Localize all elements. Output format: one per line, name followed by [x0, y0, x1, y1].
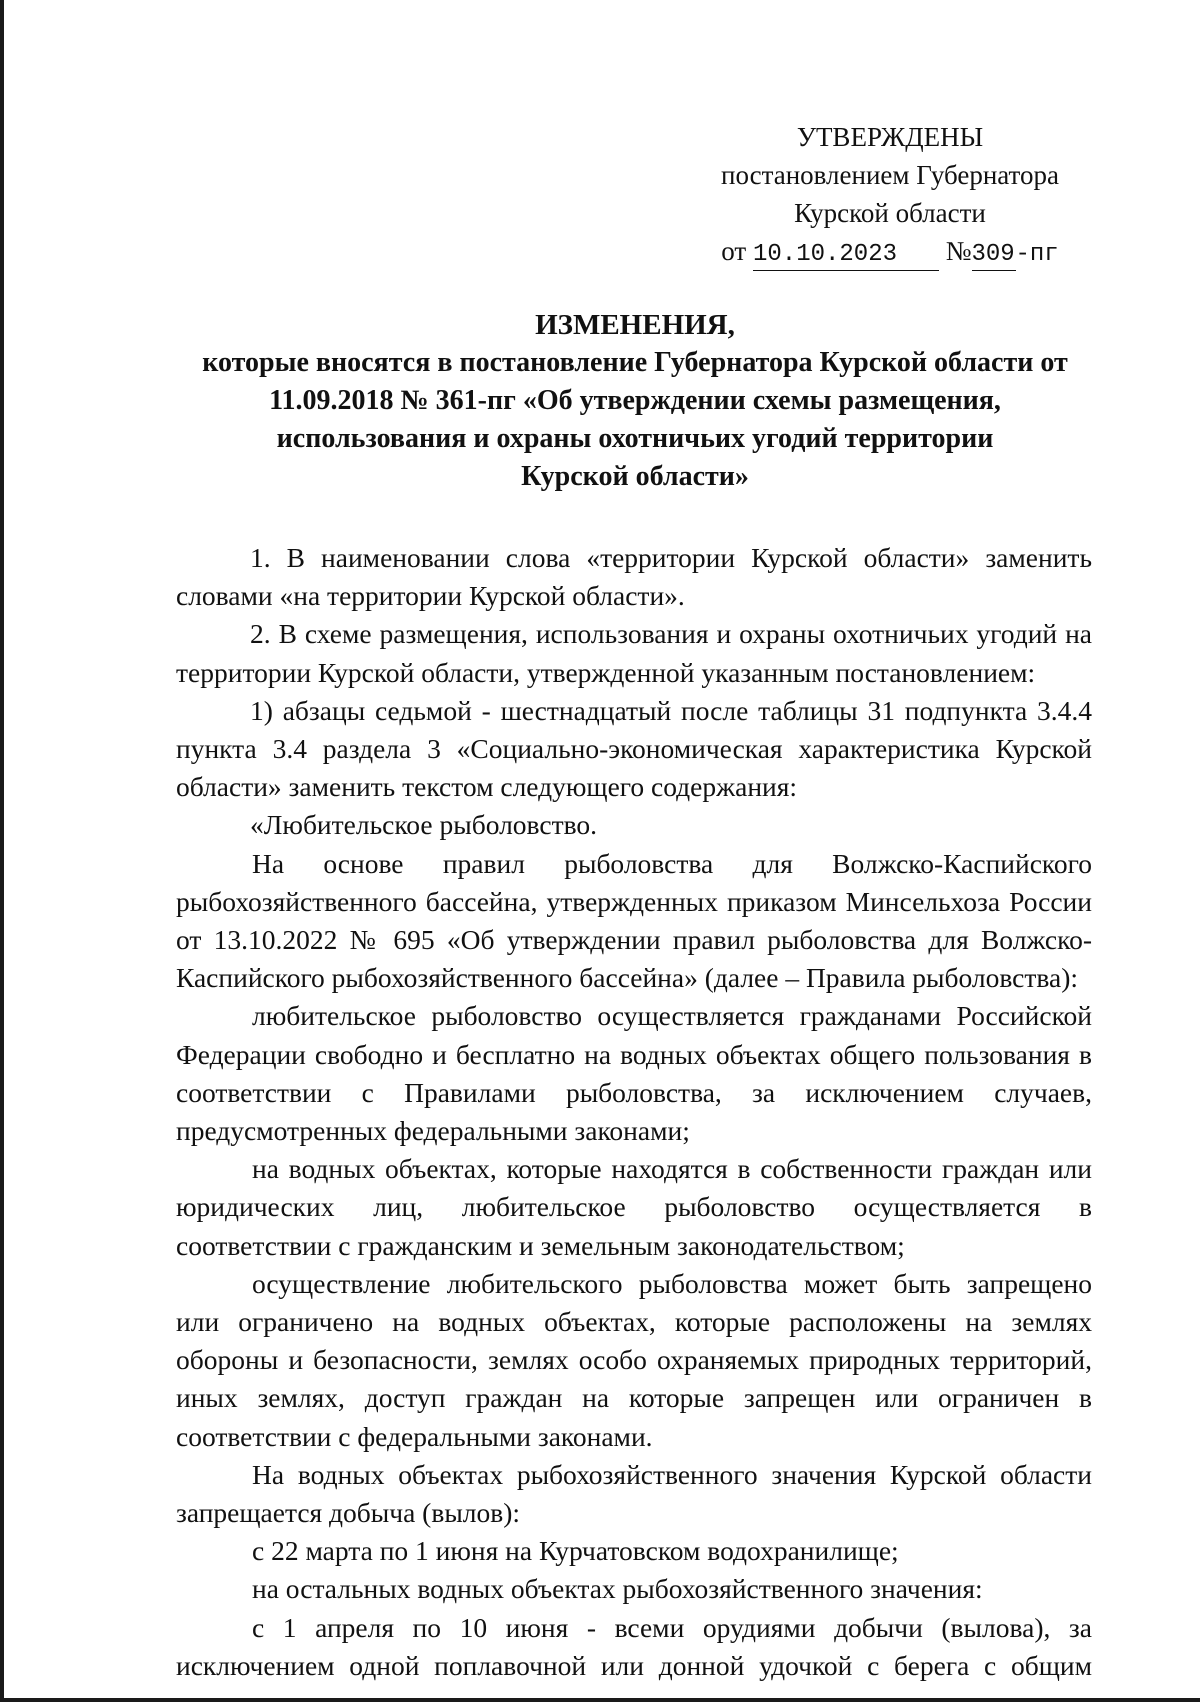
- document-title: [160, 306, 1110, 496]
- title-line-4: Курской области»: [521, 461, 749, 492]
- paragraph-12: с 1 апреля по 10 июня - всеми орудиями добычи (вылова), за исключением одной поплавочной или донной удочкой с берега с общим: [176, 1611, 1092, 1681]
- approval-line-region: Курской области: [794, 198, 986, 228]
- approval-line-decree: постановлением Губернатора: [721, 160, 1059, 190]
- approval-date-line: [690, 232, 1090, 274]
- paragraph-7: на водных объектах, которые находятся в собственности граждан или юридических лиц, любительское рыболовство осуществляется в соответствии с гражданским и земельным законодательством;: [176, 1153, 1092, 1261]
- paragraph-2: 2. В схеме размещения, использования и охраны охотничьих угодий на территории Курской области, утвержденной указанным постановлением:: [176, 618, 1092, 688]
- date-prefix: от: [721, 236, 747, 266]
- title-line-3: использования и охраны охотничьих угодий территории: [276, 423, 994, 454]
- paragraph-6: любительское рыболовство осуществляется гражданами Российской Федерации свободно и бесплатно на водных объектах общего пользования в соответствии с Правилами рыболовства, за исключением случаев, предусмотренных федеральными законами;: [176, 1000, 1092, 1147]
- paragraph-11: на остальных водных объектах рыбохозяйственного значения:: [252, 1573, 983, 1605]
- title-line-2: 11.09.2018 № 361-пг «Об утверждении схемы размещения,: [269, 385, 1001, 416]
- paragraph-3: 1) абзацы седьмой - шестнадцатый после таблицы 31 подпункта 3.4.4 пункта 3.4 раздела 3 «Социально-экономическая характеристика Курской области» заменить текстом следующего содержания:: [176, 694, 1092, 803]
- paragraph-4: «Любительское рыболовство.: [250, 809, 598, 841]
- paragraph-5: На основе правил рыболовства для Волжско-Каспийского рыбохозяйственного бассейна, утвержденных приказом Минсельхоза России от 13.10.2022 № 695 «Об утверждении правил рыболовства для Волжско-Каспийского рыбохозяйственного бассейна» (далее – Правила рыболовства):: [176, 847, 1092, 994]
- number-prefix: №: [945, 236, 972, 266]
- paragraph-10: с 22 марта по 1 июня на Курчатовском водохранилище;: [252, 1535, 899, 1567]
- number-value: 309: [972, 240, 1016, 271]
- approval-stamp-block: [690, 118, 1090, 274]
- document-body: [176, 539, 1092, 1685]
- approval-heading: УТВЕРЖДЕНЫ: [796, 122, 984, 152]
- paragraph-1: 1. В наименовании слова «территории Курской области» заменить словами «на территории Курской области».: [176, 542, 1092, 612]
- paragraph-8: осуществление любительского рыболовства может быть запрещено или ограничено на водных объектах, которые расположены на землях обороны и безопасности, землях особо охраняемых природных территорий, иных землях, доступ граждан на которые запрещен или ограничен в соответствии с федеральными законами.: [176, 1267, 1092, 1452]
- title-line-1: которые вносятся в постановление Губернатора Курской области от: [202, 347, 1068, 378]
- date-value: 10.10.2023: [753, 240, 939, 271]
- paragraph-9: На водных объектах рыбохозяйственного значения Курской области запрещается добыча (вылов):: [176, 1458, 1092, 1529]
- number-suffix: -пг: [1015, 241, 1059, 268]
- title-heading: ИЗМЕНЕНИЯ,: [535, 309, 735, 341]
- scan-edge-left: [0, 0, 4, 1702]
- scan-edge-bottom: [0, 1698, 1200, 1702]
